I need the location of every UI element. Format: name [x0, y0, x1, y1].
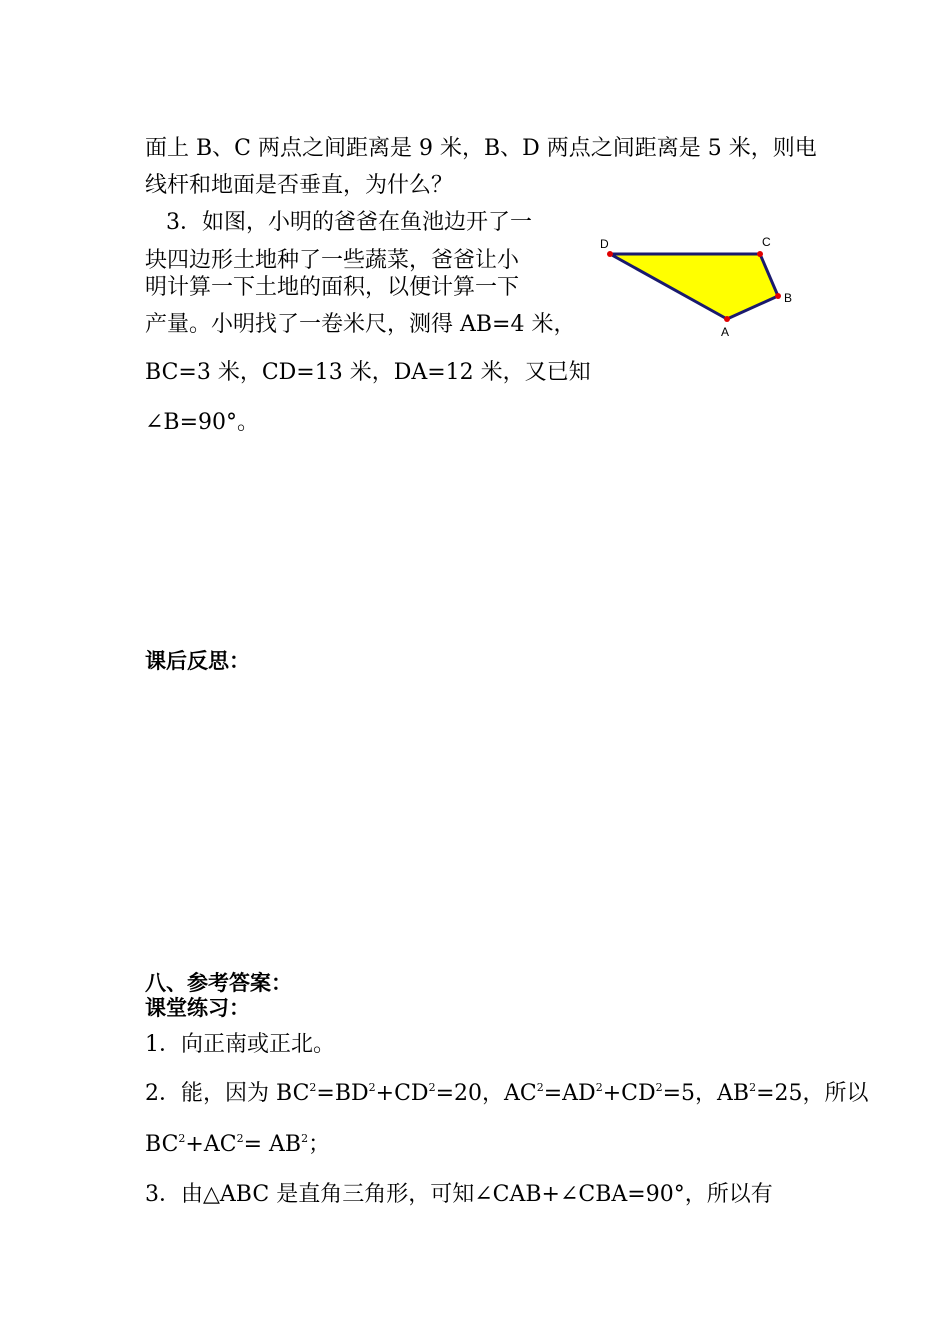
answer-1: 1．向正南或正北。 — [145, 1032, 335, 1057]
problem3-text-line5: BC=3 米，CD=13 米，DA=12 米，又已知 — [145, 360, 591, 385]
answer-2: 2．能，因为 $BC^2=BD^2+CD^2=20$，$AC^2=AD^2+CD^2=5$，$AB^2=25$，所以 — [145, 1081, 869, 1106]
vertex-d-dot — [607, 251, 613, 257]
quadrilateral-shape — [610, 254, 778, 319]
vertex-label-b: B — [784, 291, 793, 305]
vertex-b-dot — [775, 293, 781, 299]
problem2-text-line1: 面上 B、C 两点之间距离是 9 米，B、D 两点之间距离是 5 米，则电 — [145, 136, 817, 161]
answer-3: 3．由△ABC 是直角三角形，可知∠CAB+∠CBA=90°，所以有 — [145, 1182, 773, 1207]
problem3-text-line2: 块四边形土地种了一些蔬菜，爸爸让小 — [145, 248, 520, 273]
problem3-text-line1: 3．如图，小明的爸爸在鱼池边开了一 — [166, 210, 532, 235]
reflection-heading: 课后反思： — [145, 649, 250, 673]
vertex-a-dot — [724, 316, 730, 322]
class-exercise-heading: 课堂练习： — [145, 996, 250, 1020]
problem3-text-line3: 明计算一下土地的面积，以便计算一下 — [145, 275, 520, 300]
problem2-text-line2: 线杆和地面是否垂直，为什么？ — [145, 173, 454, 198]
vertex-c-dot — [757, 251, 763, 257]
vertex-label-a: A — [721, 325, 730, 339]
answer-2-continued: $BC^2+AC^2= AB^2$； — [145, 1132, 331, 1157]
answers-heading: 八、参考答案： — [145, 971, 292, 995]
problem3-text-line6: ∠B=90°。 — [145, 410, 260, 435]
quadrilateral-figure — [590, 228, 800, 343]
problem3-text-line4: 产量。小明找了一卷米尺，测得 AB=4 米， — [145, 312, 576, 337]
vertex-label-d: D — [600, 237, 609, 251]
vertex-label-c: C — [762, 235, 771, 249]
